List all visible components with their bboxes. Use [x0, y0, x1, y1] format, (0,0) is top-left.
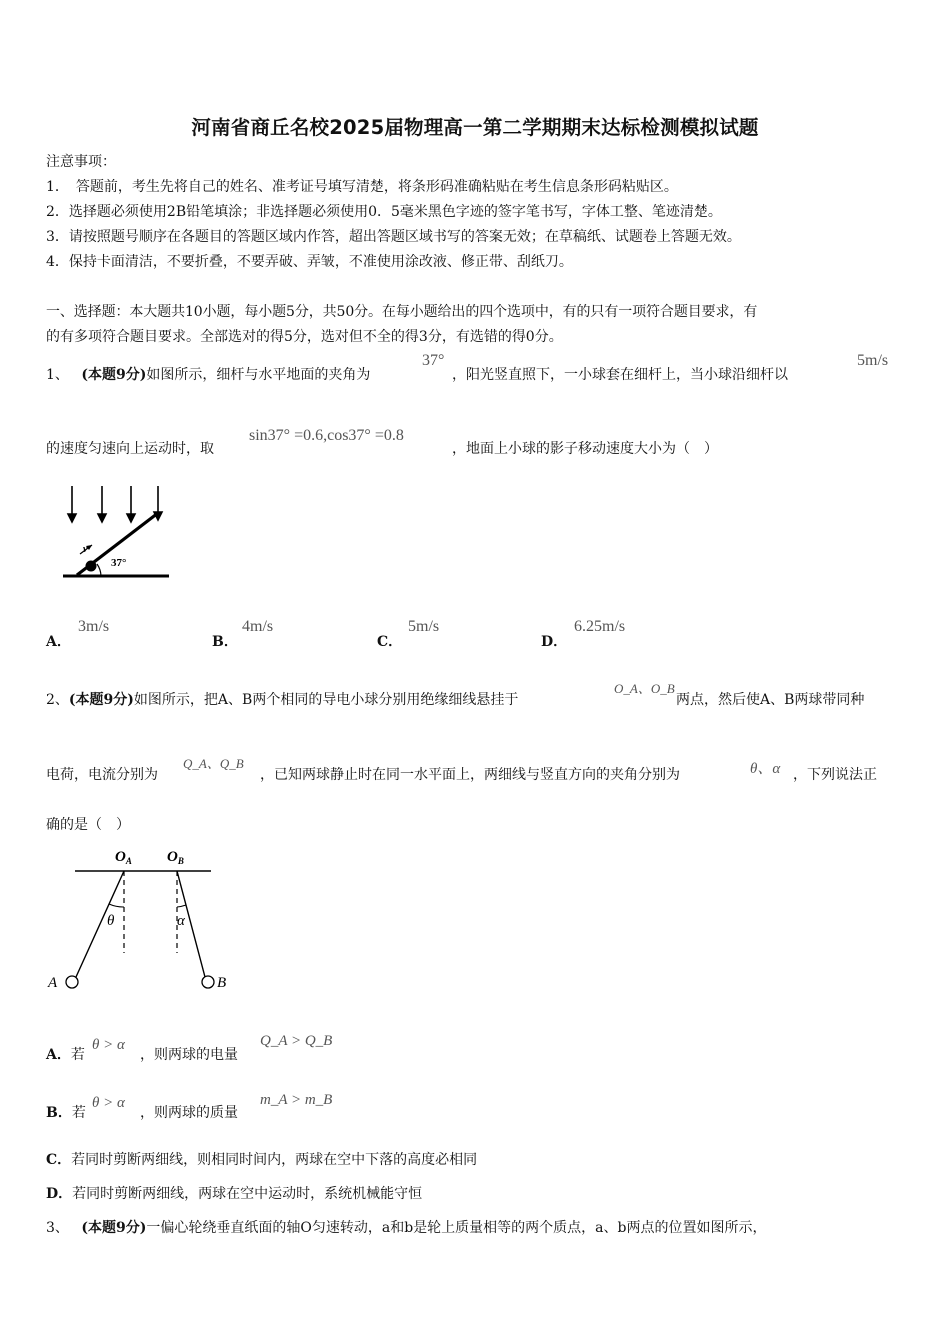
q2-points-math-text: O_A、O_B — [614, 681, 675, 696]
notice-item-2: 2．选择题必须使用2B铅笔填涂；非选择题必须使用0．5毫米黑色字迹的签字笔书写，字体工整、笔迹清楚。 — [46, 204, 722, 220]
q3-tag: (本题9分) — [81, 1220, 147, 1236]
q1-option-c-letter: C． — [377, 634, 403, 650]
q1-option-c[interactable] — [377, 632, 402, 652]
q1-line1 — [46, 365, 370, 385]
q2-option-a-letter: A． — [46, 1047, 71, 1063]
q1-speed-math: 5m/s — [857, 352, 889, 369]
q1-text-3: 的速度匀速向上运动时，取 — [46, 441, 214, 457]
q2-angles-math: θ、α — [750, 761, 781, 777]
q1-option-d-value: 6.25m/s — [574, 618, 626, 635]
q2-text-6: 确的是（ ） — [46, 817, 130, 833]
q2-line1 — [46, 690, 518, 710]
q2-option-d[interactable] — [46, 1184, 422, 1204]
q2-fig-theta: θ — [107, 913, 115, 929]
q1-option-a[interactable] — [46, 632, 71, 652]
q3-line1 — [46, 1218, 766, 1238]
q1-figure-rod-incline — [55, 480, 175, 590]
q2-fig-ob-sub: B — [177, 856, 184, 866]
q2-option-c-text: 若同时剪断两细线，则相同时间内，两球在空中下落的高度必相同 — [71, 1152, 478, 1168]
notice-item-4: 4．保持卡面清洁，不要折叠，不要弄破、弄皱，不准使用涂改液、修正带、刮纸刀。 — [46, 254, 573, 270]
q2-text-1: 如图所示，把A、B两个相同的导电小球分别用绝缘细线悬挂于 — [133, 692, 519, 708]
svg-text:OB — [167, 849, 184, 866]
q2-fig-oa: O — [115, 849, 126, 865]
q1-text-1: 如图所示，细杆与水平地面的夹角为 — [146, 367, 371, 383]
q2-figure-pendulums — [45, 845, 225, 995]
q3-text-1: 一偏心轮绕垂直纸面的轴O匀速转动，a和b是轮上质量相等的两个质点，a、b两点的位置如图所示， — [146, 1220, 767, 1236]
q1-option-a-value: 3m/s — [78, 618, 110, 635]
q1-option-d[interactable] — [541, 632, 567, 652]
q1-number: 1、 — [46, 367, 69, 383]
q2-points-math — [614, 678, 675, 698]
q2-fig-ball-a: A — [48, 975, 58, 991]
notice-heading: 注意事项： — [46, 154, 116, 170]
q2-option-b[interactable] — [46, 1103, 86, 1123]
q2-tag: (本题9分) — [68, 692, 134, 708]
q2-fig-ball-b: B — [217, 975, 227, 991]
q1-fig-velocity-label: v — [83, 544, 88, 555]
section1-instructions-line2: 的有多项符合题目要求。全部选对的得5分，选对但不全的得3分，有选错的得0分。 — [46, 329, 563, 345]
q2-text-5: ，下列说法正 — [793, 767, 877, 783]
q2-option-b-letter: B． — [46, 1105, 72, 1121]
q1-fig-angle-label: 37° — [111, 557, 127, 569]
svg-text:OA — [115, 849, 132, 866]
q2-text-2: 两点，然后使A、B两球带同种 — [676, 692, 865, 708]
q2-option-b-cond: θ > α — [92, 1095, 125, 1111]
q2-option-a-result: Q_A > Q_B — [260, 1033, 333, 1049]
q2-option-d-text: 若同时剪断两细线，两球在空中运动时，系统机械能守恒 — [72, 1186, 423, 1202]
q1-text-2: ，阳光竖直照下，一小球套在细杆上，当小球沿细杆以 — [452, 367, 788, 383]
q1-option-b[interactable] — [212, 632, 238, 652]
q1-option-b-letter: B． — [212, 634, 238, 650]
q2-option-b-pre: 若 — [71, 1105, 86, 1121]
q1-tag: (本题9分) — [81, 367, 147, 383]
q2-text-3: 电荷，电流分别为 — [46, 767, 158, 783]
q2-option-b-result: m_A > m_B — [260, 1092, 333, 1108]
q1-option-c-value: 5m/s — [408, 618, 440, 635]
q1-text-4: ，地面上小球的影子移动速度大小为（ ） — [452, 441, 718, 457]
q2-number: 2、 — [46, 692, 69, 708]
q2-fig-ob: O — [167, 849, 178, 865]
section1-instructions-line1: 一、选择题：本大题共10小题，每小题5分，共50分。在每小题给出的四个选项中，有的只有一项符合题目要求，有 — [46, 304, 758, 320]
q1-option-d-letter: D． — [541, 634, 568, 650]
q1-angle-math: 37° — [422, 352, 445, 369]
q2-option-c[interactable] — [46, 1150, 477, 1170]
q2-option-c-letter: C． — [46, 1152, 72, 1168]
q1-option-a-letter: A． — [46, 634, 71, 650]
q2-option-a-cond: θ > α — [92, 1037, 125, 1053]
q2-fig-oa-sub: A — [125, 856, 132, 866]
q2-charges-math-text: Q_A、Q_B — [183, 756, 244, 771]
q2-option-d-letter: D． — [46, 1186, 73, 1202]
q2-option-a[interactable] — [46, 1045, 85, 1065]
q2-text-4: ，已知两球静止时在同一水平面上，两细线与竖直方向的夹角分别为 — [260, 767, 680, 783]
q1-trig-math: sin37° =0.6,cos37° =0.8 — [249, 427, 404, 444]
page-title: 河南省商丘名校2025届物理高一第二学期期末达标检测模拟试题 — [191, 116, 759, 139]
notice-item-3: 3．请按照题号顺序在各题目的答题区域内作答，超出答题区域书写的答案无效；在草稿纸、试题卷上答题无效。 — [46, 229, 741, 245]
notice-item-1: 1． 答题前，考生先将自己的姓名、准考证号填写清楚，将条形码准确粘贴在考生信息条形码粘贴区。 — [46, 179, 678, 195]
q2-option-b-mid: ，则两球的质量 — [140, 1105, 238, 1121]
q3-number: 3、 — [46, 1220, 69, 1236]
q2-charges-math — [183, 753, 244, 773]
q2-fig-alpha: α — [177, 913, 185, 929]
q1-option-b-value: 4m/s — [242, 618, 274, 635]
q2-option-a-mid: ，则两球的电量 — [140, 1047, 238, 1063]
q2-option-a-pre: 若 — [70, 1047, 85, 1063]
